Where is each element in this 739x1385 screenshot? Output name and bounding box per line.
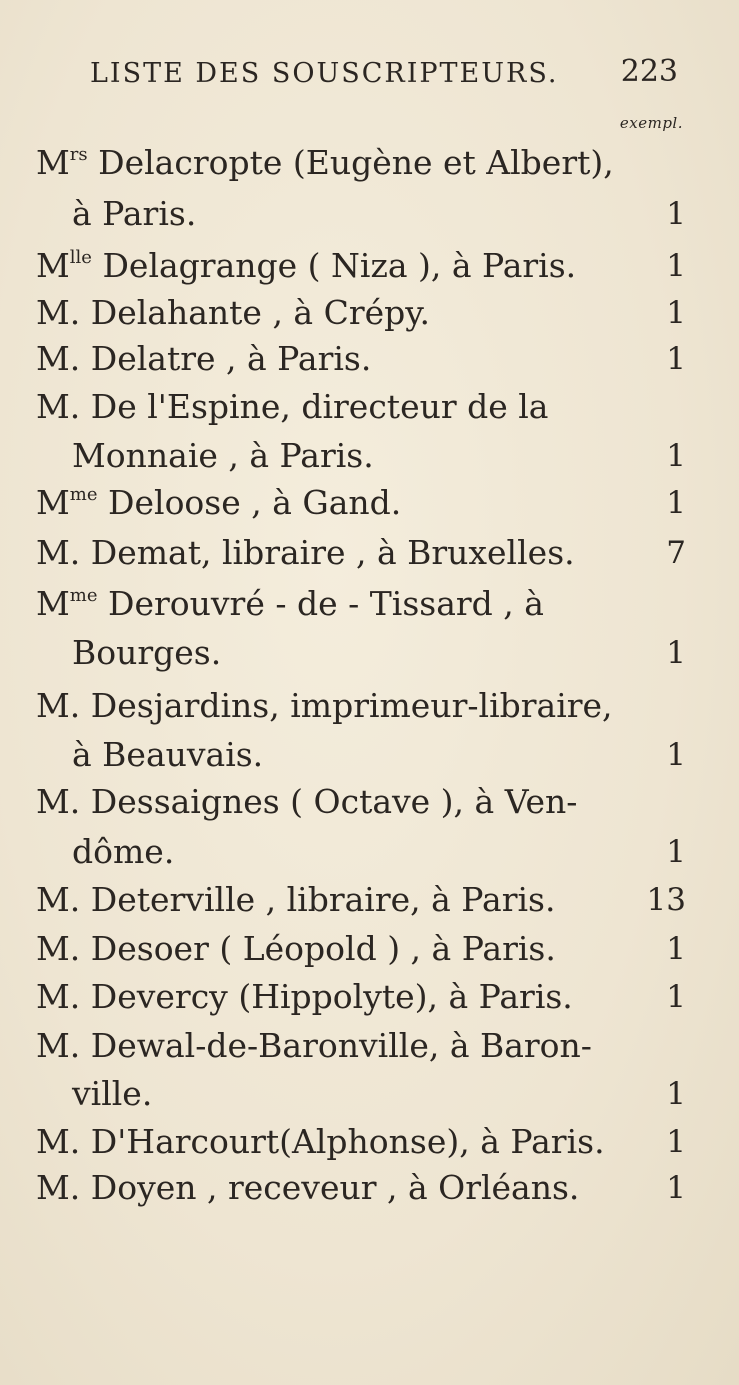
subscriber-line	[36, 192, 686, 236]
copies-count: 1	[666, 635, 686, 671]
subscriber-line	[36, 1072, 686, 1116]
subscriber-name: M. Delatre , à Paris.	[36, 339, 372, 378]
copies-count: 1	[666, 737, 686, 773]
subscriber-name: M. Dessaignes ( Octave ), à Ven-	[36, 782, 578, 821]
subscriber-text	[36, 975, 573, 1019]
subscriber-text	[36, 337, 371, 381]
subscriber-name: M. Deterville , libraire, à Paris.	[36, 880, 556, 919]
copies-count: 1	[666, 979, 686, 1015]
subscriber-line	[36, 830, 686, 874]
subscriber-line	[36, 684, 686, 728]
subscriber-name: Monnaie , à Paris.	[72, 436, 374, 475]
subscriber-text	[36, 531, 575, 575]
subscriber-line	[36, 1120, 686, 1164]
subscriber-text	[36, 192, 196, 236]
subscriber-text	[36, 1166, 579, 1210]
subscriber-name: Delagrange ( Niza ), à Paris.	[91, 246, 577, 285]
running-title: LISTE DES SOUSCRIPTEURS.	[90, 58, 559, 89]
subscriber-text	[36, 291, 430, 335]
title-prefix: M	[36, 246, 70, 285]
title-prefix: M	[36, 584, 70, 623]
subscriber-name: à Beauvais.	[72, 735, 264, 774]
subscriber-text	[36, 244, 576, 288]
title-superscript: rs	[69, 144, 88, 165]
title-superscript: me	[69, 484, 98, 505]
subscriber-line	[36, 244, 686, 288]
subscriber-text	[36, 1072, 152, 1116]
subscriber-text	[36, 1024, 592, 1068]
subscriber-name: M. Dewal-de-Baronville, à Baron-	[36, 1026, 592, 1065]
copies-count: 1	[666, 341, 686, 377]
subscriber-line	[36, 878, 686, 922]
copies-count: 13	[646, 882, 686, 918]
copies-count: 1	[666, 834, 686, 870]
subscriber-line	[36, 531, 686, 575]
copies-count: 1	[666, 438, 686, 474]
subscriber-name: à Paris.	[72, 194, 197, 233]
subscriber-line	[36, 434, 686, 478]
subscriber-text	[36, 927, 556, 971]
copies-count: 1	[666, 1170, 686, 1206]
subscriber-name: Bourges.	[72, 633, 222, 672]
subscriber-text	[36, 631, 221, 675]
subscriber-line	[36, 481, 686, 525]
subscriber-line	[36, 385, 686, 429]
subscriber-line	[36, 780, 686, 824]
subscriber-text	[36, 684, 613, 728]
subscriber-name: M. Desjardins, imprimeur-libraire,	[36, 686, 613, 725]
subscriber-line	[36, 733, 686, 777]
subscriber-name: M. Devercy (Hippolyte), à Paris.	[36, 977, 573, 1016]
copies-column-header: exempl.	[619, 114, 683, 132]
copies-count: 1	[666, 1124, 686, 1160]
copies-count: 1	[666, 931, 686, 967]
subscriber-text	[36, 141, 614, 185]
title-prefix: M	[36, 143, 70, 182]
subscriber-line	[36, 1166, 686, 1210]
copies-count: 1	[666, 485, 686, 521]
subscriber-name: M. Delahante , à Crépy.	[36, 293, 431, 332]
subscriber-text	[36, 1120, 605, 1164]
subscriber-name: ville.	[72, 1074, 153, 1113]
subscriber-name: M. De l'Espine, directeur de la	[36, 387, 549, 426]
title-superscript: lle	[69, 247, 92, 268]
subscriber-line	[36, 631, 686, 675]
subscriber-text	[36, 385, 548, 429]
subscriber-line	[36, 337, 686, 381]
subscriber-text	[36, 481, 401, 525]
subscriber-name: Deloose , à Gand.	[97, 483, 402, 522]
subscriber-line	[36, 582, 686, 626]
subscriber-name: M. Demat, libraire , à Bruxelles.	[36, 533, 575, 572]
subscriber-line	[36, 975, 686, 1019]
copies-count: 7	[666, 535, 686, 571]
subscriber-name: dôme.	[72, 832, 175, 871]
subscriber-line	[36, 927, 686, 971]
running-header	[90, 54, 690, 98]
subscriber-text	[36, 878, 555, 922]
copies-count: 1	[666, 196, 686, 232]
copies-count: 1	[666, 1076, 686, 1112]
title-superscript: me	[69, 585, 98, 606]
title-prefix: M	[36, 483, 70, 522]
subscriber-name: M. Doyen , receveur , à Orléans.	[36, 1168, 580, 1207]
subscriber-line	[36, 291, 686, 335]
subscriber-text	[36, 582, 544, 626]
copies-count: 1	[666, 295, 686, 331]
subscriber-name: M. D'Harcourt(Alphonse), à Paris.	[36, 1122, 605, 1161]
subscriber-line	[36, 1024, 686, 1068]
copies-count: 1	[666, 248, 686, 284]
subscriber-text	[36, 780, 577, 824]
page-number: 223	[620, 54, 678, 89]
subscriber-line	[36, 141, 686, 185]
subscriber-text	[36, 434, 374, 478]
subscriber-text	[36, 830, 174, 874]
subscriber-name: Delacropte (Eugène et Albert),	[87, 143, 614, 182]
subscriber-name: Derouvré - de - Tissard , à	[97, 584, 544, 623]
subscriber-name: M. Desoer ( Léopold ) , à Paris.	[36, 929, 556, 968]
subscriber-text	[36, 733, 263, 777]
